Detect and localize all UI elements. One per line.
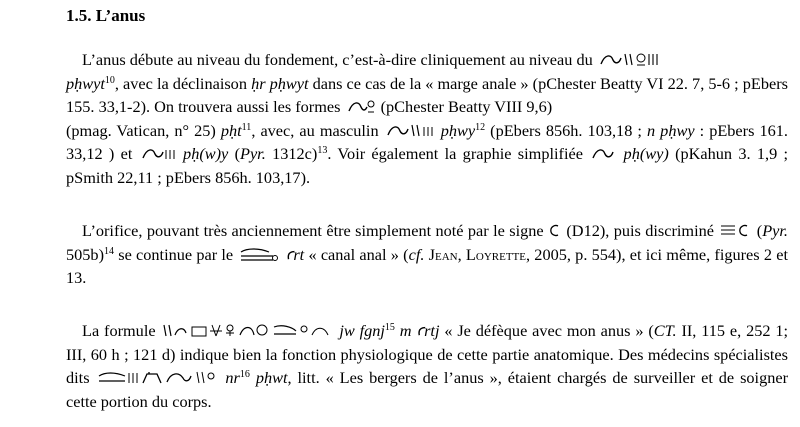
text-italic: n pḥwy	[646, 120, 695, 140]
paragraph-3	[66, 319, 788, 413]
text-italic: ꜥrt	[285, 244, 305, 264]
text: , 2005, p. 554), et ici même, figures 2 et 13.	[66, 244, 788, 288]
paragraph-2	[66, 219, 788, 290]
text-italic: m ꜥrtj	[399, 321, 440, 340]
hieroglyph-pht-icon	[347, 99, 375, 114]
hieroglyph-nr-phwt-icon	[97, 370, 217, 385]
footnote-ref: 16	[239, 369, 250, 381]
footnote-ref: 13	[317, 145, 328, 157]
text: . Voir également la graphie simplifiée	[327, 144, 583, 164]
text: (pEbers 856h. 103,18 ;	[490, 120, 642, 140]
footnote-ref: 14	[103, 245, 114, 257]
footnote-ref: 12	[475, 121, 486, 133]
section-heading: 1.5. L’anus	[66, 6, 146, 25]
text-italic: pḥ(w)y	[183, 144, 229, 164]
text: L’anus débute au niveau du fondement, c’est-à-dire cliniquement au niveau du	[82, 50, 593, 69]
text: (	[756, 221, 763, 240]
text: dans ce cas de la « marge anale » (pChester Beatty VI 22. 7, 5-6 ; pEbers 155. 33,1-2). On trouvera aussi les formes	[66, 73, 788, 117]
paragraph-1	[66, 48, 788, 190]
hieroglyph-phwy-icon	[386, 123, 434, 138]
text: , litt. « Les bergers de l’anus », étaient chargés de surveiller et de soigner cette portion du corps.	[66, 368, 789, 411]
text: 505b)	[66, 244, 104, 264]
text-italic: Pyr.	[240, 144, 266, 164]
text: (D12), puis discriminé	[566, 221, 714, 240]
text: L’orifice, pouvant très anciennement être simplement noté par le signe	[82, 221, 544, 240]
text: La formule	[82, 321, 156, 340]
text: se continue par le	[118, 244, 234, 264]
text: (pmag. Vatican, n° 25)	[66, 120, 216, 140]
hieroglyph-phwyt-icon	[599, 52, 659, 67]
footnote-ref: 10	[104, 74, 115, 86]
hieroglyph-rt-icon	[239, 247, 279, 262]
text-italic: pḥt	[220, 120, 242, 140]
text-italic: pḥwy	[440, 120, 476, 140]
text-italic: CT.	[653, 321, 677, 340]
text: (pChester Beatty VIII 9,6)	[380, 97, 553, 117]
text-italic: ḥr pḥwyt	[251, 73, 309, 93]
text-italic: cf.	[408, 244, 425, 264]
hieroglyph-formula-icon	[162, 323, 332, 338]
text-italic: Pyr.	[762, 221, 788, 240]
text: (	[234, 144, 240, 164]
footnote-ref: 15	[384, 322, 395, 333]
text: « Je défèque avec mon anus » (	[444, 321, 654, 340]
text: , avec la déclinaison	[114, 73, 247, 93]
text-italic: jw fgnj	[339, 321, 385, 340]
text-italic: pḥwyt	[66, 73, 105, 93]
text: : pEbers 161. 33,12 ) et	[66, 120, 788, 164]
hieroglyph-phwy-simplified-icon	[591, 146, 615, 161]
text-italic: nr	[225, 368, 240, 388]
hieroglyph-orifice-discriminated-icon	[720, 223, 750, 238]
hieroglyph-phwy-short-icon	[141, 146, 175, 161]
text: II, 115 e, 252 1; III, 60 h ; 121 d) indique bien la fonction physiologique de cette partie anatomique. Des médecins spécialistes dits	[66, 321, 789, 388]
text-italic: pḥ(wy)	[623, 144, 669, 164]
text: 1312c)	[272, 144, 318, 164]
text: « canal anal » (	[308, 244, 409, 264]
text: , avec, au masculin	[251, 120, 379, 140]
author-name: Jean, Loyrette	[428, 244, 526, 264]
footnote-ref: 11	[241, 121, 252, 133]
text: (pKahun 3. 1,9 ; pSmith 22,11 ; pEbers 856h. 103,17).	[66, 144, 789, 187]
hieroglyph-d12-icon	[550, 223, 560, 238]
text-italic: pḥwt	[255, 368, 288, 388]
